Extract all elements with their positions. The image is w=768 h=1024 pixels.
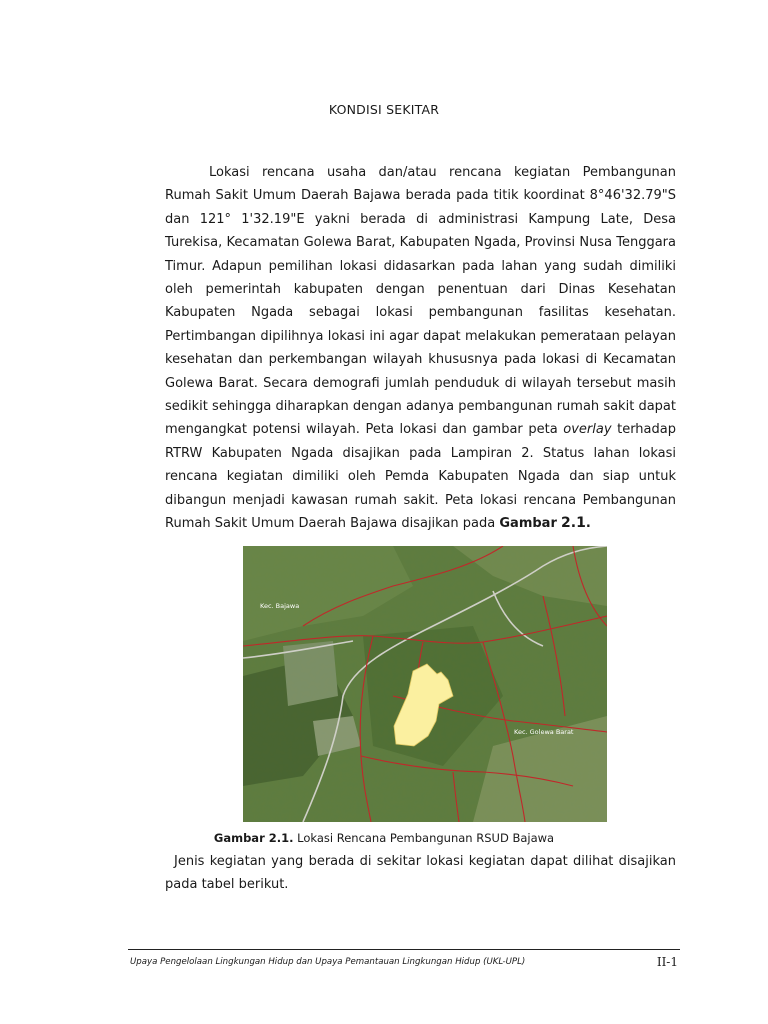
paragraph-text-part-b: terhadap RTRW Kabupaten Ngada disajikan pada Lampiran 2. Status lahan lokasi rencana kegiatan dimiliki oleh Pemda Kabupaten Ngada dan siap untuk dibangun menjadi kawasan rumah sakit. Peta lokasi rencana Pembangunan Rumah Sakit Umum Daerah Bajawa disajikan pada [165,422,676,532]
page-number: II-1 [656,955,678,969]
figure-reference-word: Gambar [499,516,557,532]
map-label-golewa-barat: Kec. Golewa Barat [514,728,574,736]
footer-document-title: Upaya Pengelolaan Lingkungan Hidup dan Upaya Pemantauan Lingkungan Hidup (UKL-UPL) [130,957,526,967]
figure-reference-number: 2.1 [561,515,586,532]
closing-paragraph [165,850,676,897]
figure-caption [0,831,768,845]
figure-reference-end: . [585,516,591,532]
figure-caption-text: Lokasi Rencana Pembangunan RSUD Bajawa [293,831,555,845]
body-paragraph [165,161,676,536]
paragraph-text-part-a: Lokasi rencana usaha dan/atau rencana kegiatan Pembangunan Rumah Sakit Umum Daerah Bajawa berada pada titik koordinat 8°46'32.79"S dan 121° 1'32.19"E yakni berada di administrasi Kampung Late, Desa Turekisa, Kecamatan Golewa Barat, Kabupaten Ngada, Provinsi Nusa Tenggara Timur. Adapun pemilihan lokasi didasarkan pada lahan yang sudah dimiliki oleh pemerintah kabupaten dengan penentuan dari Dinas Kesehatan Kabupaten Ngada sebagai lokasi pembangunan fasilitas kesehatan. Pertimbangan dipilihnya lokasi ini agar dapat melakukan pemerataan pelayan kesehatan dan perkembangan wilayah khususnya pada lokasi di Kecamatan Golewa Barat. Secara demografi jumlah penduduk di wilayah tersebut masih sedikit sehingga diharapkan dengan adanya pembangunan rumah sakit dapat mengangkat potensi wilayah. Peta lokasi dan gambar peta [165,165,676,438]
satellite-map [243,546,607,822]
footer-divider [128,949,680,950]
satellite-map-figure [243,546,607,822]
overlay-emphasis: overlay [563,422,612,438]
map-label-bajawa: Kec. Bajawa [260,602,300,610]
figure-caption-label: Gambar 2.1. [213,831,294,845]
section-heading: KONDISI SEKITAR [328,102,440,117]
closing-paragraph-text: Jenis kegiatan yang berada di sekitar lokasi kegiatan dapat dilihat disajikan pada tabel berikut. [165,854,676,893]
